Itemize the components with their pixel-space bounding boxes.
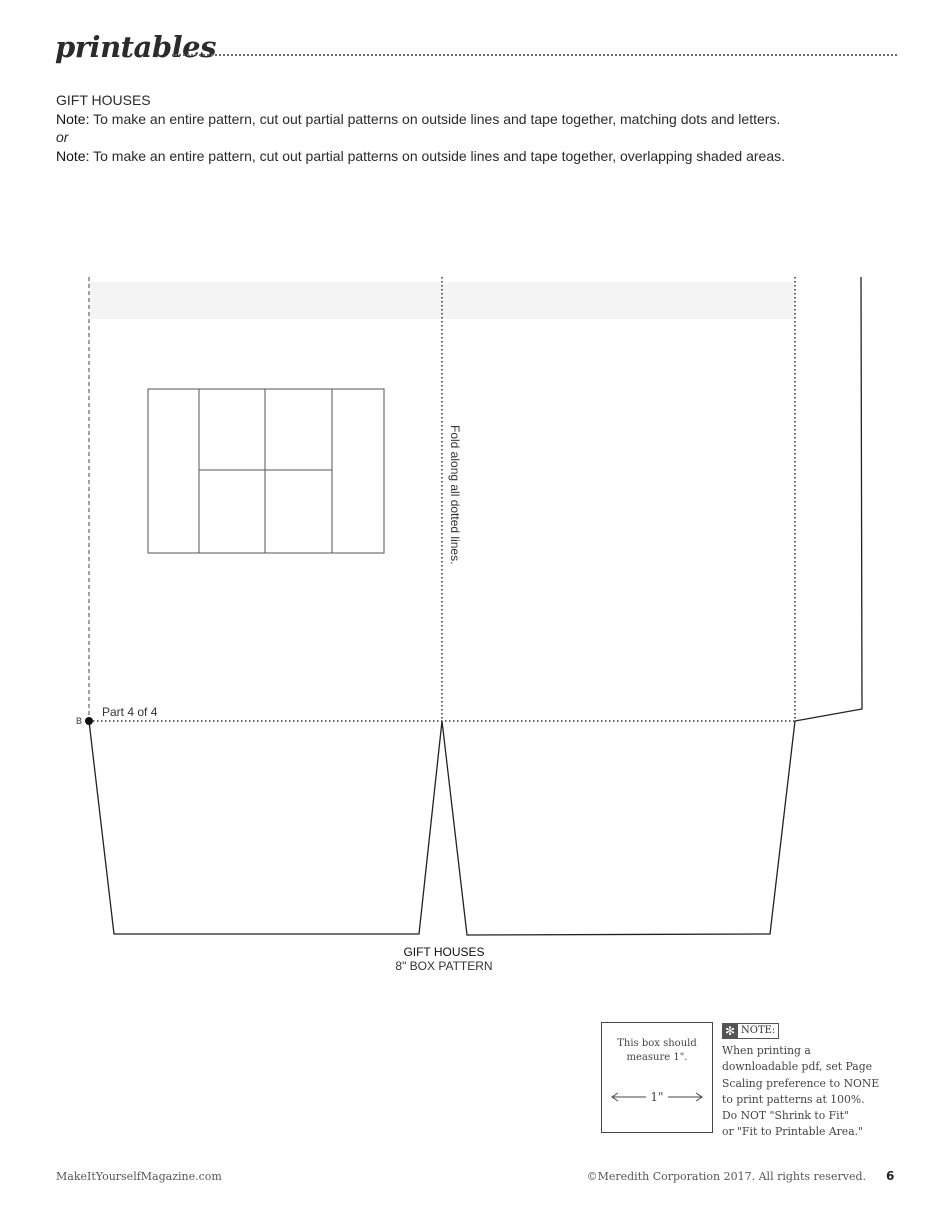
asterisk-icon: ✻ bbox=[722, 1023, 738, 1039]
measure-text: This box should measure 1". bbox=[617, 1038, 697, 1063]
print-note-line: When printing a bbox=[722, 1044, 811, 1057]
note-text-1: To make an entire pattern, cut out partial patterns on outside lines and tape together, matching dots and letters. bbox=[89, 110, 781, 127]
side-tab-outline bbox=[795, 277, 862, 721]
part-label: Part 4 of 4 bbox=[102, 705, 158, 719]
print-note-line: or "Fit to Printable Area." bbox=[722, 1125, 864, 1139]
measure-arrow bbox=[610, 1089, 704, 1108]
bottom-flaps-outline bbox=[89, 721, 795, 935]
caption-title: GIFT HOUSES bbox=[403, 945, 485, 959]
note-heading-label: NOTE: bbox=[738, 1023, 779, 1039]
match-dot-b bbox=[85, 717, 93, 725]
print-note-line: Do NOT "Shrink to Fit" bbox=[722, 1109, 849, 1123]
note-label: Note: bbox=[56, 110, 90, 127]
footer-copyright: ©Meredith Corporation 2017. All rights reserved. bbox=[586, 1170, 866, 1183]
note-text-2: To make an entire pattern, cut out partial patterns on outside lines and tape together, overlapping shaded areas. bbox=[89, 147, 786, 164]
measure-dimension: 1" bbox=[650, 1090, 664, 1104]
double-arrow-icon bbox=[610, 1089, 704, 1105]
page-number: 6 bbox=[886, 1169, 895, 1183]
measure-box bbox=[601, 1022, 713, 1133]
footer-site-link[interactable]: MakeItYourselfMagazine.com bbox=[56, 1170, 222, 1183]
match-letter-b: B bbox=[76, 716, 83, 726]
print-note bbox=[722, 1043, 922, 1141]
brand-logo: printables bbox=[55, 30, 216, 64]
note-label-2: Note: bbox=[56, 147, 90, 164]
print-note-line: Scaling preference to NONE bbox=[722, 1076, 880, 1090]
fold-instruction: Fold along all dotted lines. bbox=[448, 425, 462, 565]
window-outline bbox=[148, 389, 384, 553]
print-note-line: to print patterns at 100%. bbox=[722, 1092, 865, 1106]
print-note-line: downloadable pdf, set Page bbox=[722, 1060, 873, 1074]
pattern-title: GIFT HOUSES bbox=[56, 92, 151, 108]
caption-subtitle: 8" BOX PATTERN bbox=[395, 959, 493, 973]
note-heading bbox=[722, 1023, 779, 1039]
or-text: or bbox=[56, 129, 69, 145]
